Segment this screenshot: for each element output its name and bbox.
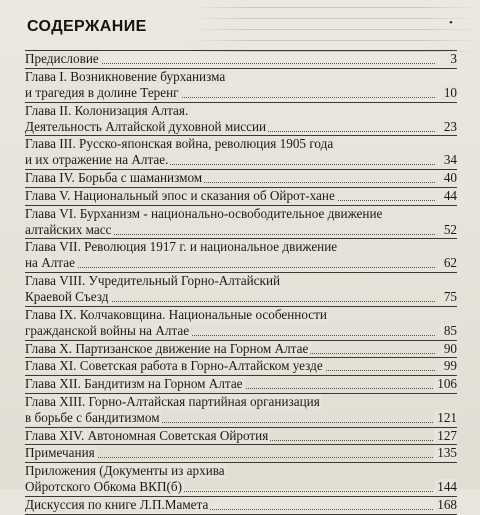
toc-entry-text: и трагедия в долине Теренг <box>25 84 179 100</box>
toc-entry-text: Глава V. Национальный эпос и сказания об Ойрот-хане <box>25 187 335 203</box>
toc-entry-text: Глава X. Партизанское движение на Горном Алтае <box>25 340 309 356</box>
toc-entry-text: Глава XIV. Автономная Советская Ойротия <box>25 427 269 443</box>
toc-page-number: 90 <box>441 341 457 357</box>
toc-entry-text: гражданской войны на Алтае <box>25 322 190 338</box>
toc-entry-text: Дискуссия по книге Л.П.Мамета <box>25 496 209 512</box>
toc-page-number: 40 <box>441 170 457 186</box>
toc-page-number: 106 <box>434 376 457 392</box>
toc-page-number: 3 <box>447 51 457 67</box>
toc-entry[interactable] <box>25 206 457 238</box>
corner-mark: • <box>449 17 453 29</box>
toc-entry-text: Глава XII. Бандитизм на Горном Алтае <box>25 376 243 392</box>
toc-page-number: 121 <box>434 410 457 426</box>
toc-entry-text: Примечания <box>25 445 95 461</box>
toc-entry[interactable] <box>25 273 457 305</box>
toc-entry[interactable] <box>25 376 457 392</box>
toc-page-number: 168 <box>434 497 457 513</box>
toc-page-number: 34 <box>441 152 457 168</box>
toc-entry[interactable] <box>25 394 457 426</box>
toc-entry[interactable] <box>25 103 457 135</box>
toc-entry[interactable] <box>25 445 457 461</box>
toc-entry-text: Приложения (Документы из архива <box>25 463 225 478</box>
toc-entry-text: Ойротского Обкома ВКП(б) <box>25 479 182 495</box>
dot-leader <box>25 267 435 268</box>
toc-entry-text: Глава II. Колонизация Алтая. <box>25 102 189 118</box>
toc-page-number: 75 <box>441 289 457 305</box>
toc-entry-text: в борьбе с бандитизмом <box>25 409 160 425</box>
toc-entry[interactable] <box>25 51 457 67</box>
toc-entry-text: на Алтае <box>25 255 75 271</box>
toc-entry-text: Глава XIII. Горно-Алтайская партийная организация <box>25 393 320 409</box>
toc-entry[interactable] <box>25 170 457 186</box>
toc-page-number: 23 <box>441 119 457 135</box>
toc-entry-text: Деятельность Алтайской духовной миссии <box>25 118 267 134</box>
toc-entry-text: Глава I. Возникновение бурханизма <box>25 68 226 84</box>
toc-entry[interactable] <box>25 136 457 168</box>
toc-page-number: 144 <box>434 479 457 495</box>
toc-page-number: 44 <box>441 188 457 204</box>
toc-page-number: 52 <box>441 222 457 238</box>
toc-entry-text: и их отражение на Алтае. <box>25 152 169 168</box>
toc-entry-text: Глава VII. Революция 1917 г. и национальное движение <box>25 239 338 255</box>
page-title: СОДЕРЖАНИЕ <box>27 18 147 35</box>
toc-entry[interactable] <box>25 239 457 271</box>
toc-entry[interactable] <box>25 497 457 513</box>
toc-page-number: 135 <box>434 445 457 461</box>
toc-entry-text: Глава XI. Советская работа в Горно-Алтайском уезде <box>25 358 323 374</box>
toc-entry[interactable] <box>25 188 457 204</box>
toc-entry[interactable] <box>25 69 457 101</box>
toc-entry-text: Краевой Съезд <box>25 289 109 305</box>
toc-page-number: 85 <box>441 323 457 339</box>
toc-page-number: 127 <box>434 428 457 444</box>
toc-entry[interactable] <box>25 463 457 495</box>
toc-entry-text: Предисловие <box>25 51 99 66</box>
toc-entry-text: алтайских масс <box>25 221 112 237</box>
toc-entry-text: Глава IV. Борьба с шаманизмом <box>25 170 203 186</box>
toc-page-number: 10 <box>441 85 457 101</box>
toc-entry[interactable] <box>25 428 457 444</box>
toc-entry-text: Глава VIII. Учредительный Горно-Алтайский <box>25 273 281 289</box>
toc-entry-text: Глава III. Русско-японская война, революция 1905 года <box>25 136 334 152</box>
toc-entry[interactable] <box>25 307 457 339</box>
toc-entry[interactable] <box>25 341 457 357</box>
toc-page-number: 62 <box>441 255 457 271</box>
toc-page-number: 99 <box>441 358 457 374</box>
toc-entry-text: Глава IX. Колчаковщина. Национальные особенности <box>25 306 327 322</box>
toc-entry[interactable] <box>25 358 457 374</box>
bleed-through-text <box>190 0 480 52</box>
toc-entry-text: Глава VI. Бурханизм - национально-освободительное движение <box>25 205 383 221</box>
entry-separator <box>25 514 457 515</box>
